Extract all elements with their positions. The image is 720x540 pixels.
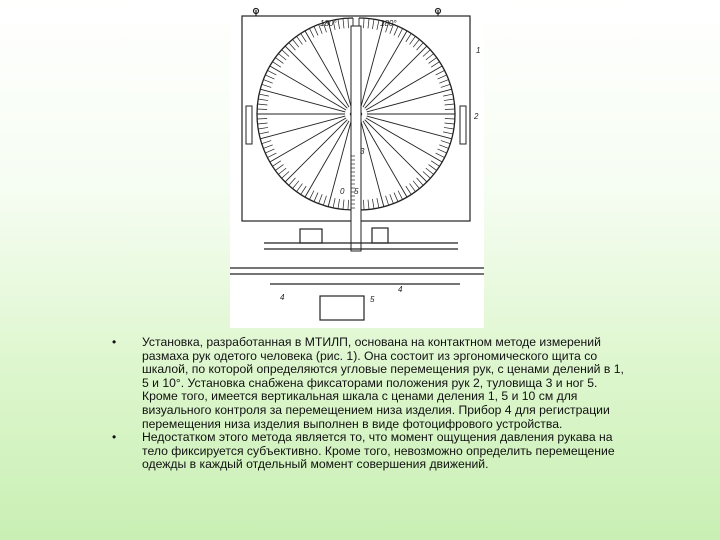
- dial-tick-right: [398, 191, 403, 200]
- dial-tick-left: [282, 50, 289, 57]
- dial-tick-right: [366, 118, 442, 162]
- dial-tick-right: [417, 178, 424, 185]
- dial-tick-right: [368, 19, 369, 29]
- dial-tick-right: [394, 193, 398, 202]
- dial-tick-left: [258, 123, 268, 124]
- dial-tick-right: [413, 39, 419, 47]
- dial-tick-right: [377, 198, 379, 208]
- dial-tick-left: [289, 43, 296, 50]
- dial-label-right: 180°: [380, 19, 397, 28]
- dial-tick-left: [309, 191, 314, 200]
- dial-tick-right: [372, 199, 374, 209]
- dial-tick-left: [262, 84, 272, 87]
- dial-tick-left: [293, 39, 299, 47]
- dial-tick-right: [439, 80, 448, 84]
- dial-tick-right: [417, 43, 424, 50]
- dial-tick-left: [289, 178, 296, 185]
- dial-tick-right: [406, 186, 411, 194]
- dial-tick-right: [438, 75, 447, 79]
- dial-tick-left: [314, 26, 318, 35]
- bullet-item: [108, 336, 628, 431]
- dial-tick-right: [368, 200, 369, 210]
- dial-tick-left: [278, 54, 286, 60]
- dial-tick-right: [363, 121, 407, 197]
- dial-tick-right: [413, 181, 419, 189]
- dial-tick-left: [272, 62, 280, 67]
- apparatus-drawing: [230, 6, 484, 328]
- dial-tick-right: [410, 184, 416, 192]
- bullet-text: Установка, разработанная в МТИЛП, основана на контактном методе измерений размаха рук одетого человека (рис. 1). Она состоит из эргономического щита со шкалой, по которой определяются угловые перемещения рук, с ценами делений в 1, 5 и 10°. Установка снабжена фиксаторами положения рук 2, туловища 3 и ног 5. Кроме того, имеется вертикальная шкала с ценами деления 1, 5 и 10 см для визуального контроля за перемещением низа изделия. Прибор 4 для регистрации перемещения низа изделия выполнен в виде фотоцифрового устройства.: [142, 335, 624, 431]
- dial-tick-right: [367, 89, 452, 112]
- dial-tick-right: [410, 36, 416, 44]
- dial-tick-right: [367, 116, 452, 139]
- dial-tick-left: [338, 19, 340, 29]
- callout-1: 1: [476, 46, 481, 55]
- bullet-text: Недостатком этого метода является то, что момент ощущения давления рукава на тело фиксируется субъективно. Кроме того, невозможно определить перемещение одежды в каждый отдельный момент совершения движений.: [142, 430, 615, 472]
- dial-tick-left: [278, 168, 286, 174]
- dial-tick-right: [364, 200, 365, 210]
- bullet-icon: •: [112, 430, 117, 445]
- dial-tick-left: [270, 66, 346, 110]
- dial-tick-left: [338, 199, 340, 209]
- dial-tick-right: [429, 165, 437, 171]
- callout-4b: 4: [398, 285, 403, 294]
- dial-tick-right: [443, 94, 453, 96]
- dial-tick-right: [377, 20, 379, 30]
- scale-mark-0: 0: [340, 187, 345, 196]
- arm-fixator-left: [246, 106, 252, 144]
- callout-labels: [280, 19, 480, 304]
- dial-tick-left: [275, 165, 283, 171]
- dial-tick-right: [431, 62, 439, 67]
- dial-tick-right: [445, 104, 455, 105]
- dial-tick-left: [282, 172, 289, 179]
- scale-mark-5: 5: [354, 187, 359, 196]
- dial-tick-right: [386, 196, 389, 206]
- dial-tick-left: [348, 200, 349, 210]
- dial-tick-right: [436, 70, 445, 75]
- dial-tick-left: [343, 200, 344, 210]
- dial-tick-right: [372, 19, 374, 29]
- dial-tick-left: [258, 127, 268, 129]
- dial-tick-left: [343, 19, 344, 29]
- dial-tick-right: [398, 28, 403, 37]
- dial-tick-left: [314, 193, 318, 202]
- dial-tick-left: [301, 33, 306, 41]
- dial-tick-left: [257, 109, 267, 110]
- dial-tick-left: [309, 28, 314, 37]
- dial-tick-right: [436, 153, 445, 158]
- bullet-icon: •: [112, 335, 117, 349]
- dial-tick-left: [297, 184, 303, 192]
- dial-tick-left: [323, 196, 326, 206]
- dial-tick-left: [301, 186, 306, 194]
- dial-tick-left: [265, 149, 274, 153]
- dial-tick-left: [257, 119, 267, 120]
- dial-tick-left: [263, 80, 272, 84]
- dial-tick-right: [366, 66, 442, 110]
- dial-tick-right: [445, 109, 455, 110]
- dial-tick-left: [260, 89, 345, 112]
- dial-tick-right: [444, 127, 454, 129]
- dial-tick-right: [361, 122, 384, 207]
- dial-tick-right: [443, 132, 453, 134]
- callout-2: 2: [474, 112, 479, 121]
- dial-tick-right: [439, 145, 448, 149]
- dial-tick-left: [319, 194, 323, 203]
- vertical-scale: [351, 26, 361, 251]
- dial-tick-left: [285, 46, 347, 108]
- dial-tick-left: [305, 31, 349, 107]
- dial-tick-right: [431, 161, 439, 166]
- callout-4a: 4: [280, 293, 285, 302]
- dial-tick-right: [441, 84, 451, 87]
- dial-tick-left: [267, 153, 276, 158]
- dial-tick-right: [426, 54, 434, 60]
- dial-tick-right: [406, 33, 411, 41]
- dial-tick-left: [305, 121, 349, 197]
- dial-tick-left: [293, 181, 299, 189]
- dial-tick-left: [270, 118, 346, 162]
- dial-tick-right: [438, 149, 447, 153]
- dial-tick-left: [285, 120, 347, 182]
- callout-5: 5: [370, 295, 375, 304]
- dial-tick-left: [258, 99, 268, 101]
- dial-tick-left: [262, 141, 272, 144]
- dial-tick-left: [263, 145, 272, 149]
- dial-tick-right: [365, 46, 427, 108]
- dial-tick-right: [363, 31, 407, 107]
- dial-tick-right: [444, 99, 454, 101]
- dial-tick-left: [259, 94, 269, 96]
- bullet-list: [108, 336, 628, 472]
- dial-label-left: 180°: [320, 19, 337, 28]
- dial-tick-left: [260, 116, 345, 139]
- bullet-item: [108, 431, 628, 472]
- dial-tick-left: [272, 161, 280, 166]
- dial-tick-right: [365, 120, 427, 182]
- dial-tick-left: [275, 58, 283, 64]
- dial-tick-left: [259, 132, 269, 134]
- dial-tick-right: [361, 21, 384, 106]
- arm-fixator-right: [460, 106, 466, 144]
- dial-tick-right: [423, 50, 430, 57]
- dial-tick-left: [258, 104, 268, 105]
- dial-tick-right: [445, 123, 455, 124]
- dial-tick-left: [328, 21, 351, 106]
- dial-tick-left: [265, 75, 274, 79]
- angle-dial: [246, 18, 466, 251]
- callout-3: 3: [360, 147, 365, 156]
- dial-tick-right: [445, 119, 455, 120]
- apparatus-figure: [230, 6, 484, 328]
- dial-tick-right: [441, 141, 451, 144]
- dial-tick-left: [348, 18, 349, 28]
- dial-tick-right: [364, 18, 365, 28]
- dial-tick-right: [423, 172, 430, 179]
- dial-tick-left: [267, 70, 276, 75]
- dial-tick-left: [297, 36, 303, 44]
- dial-tick-right: [426, 168, 434, 174]
- dial-tick-right: [390, 194, 394, 203]
- dial-tick-left: [333, 198, 335, 208]
- dial-tick-right: [429, 58, 437, 64]
